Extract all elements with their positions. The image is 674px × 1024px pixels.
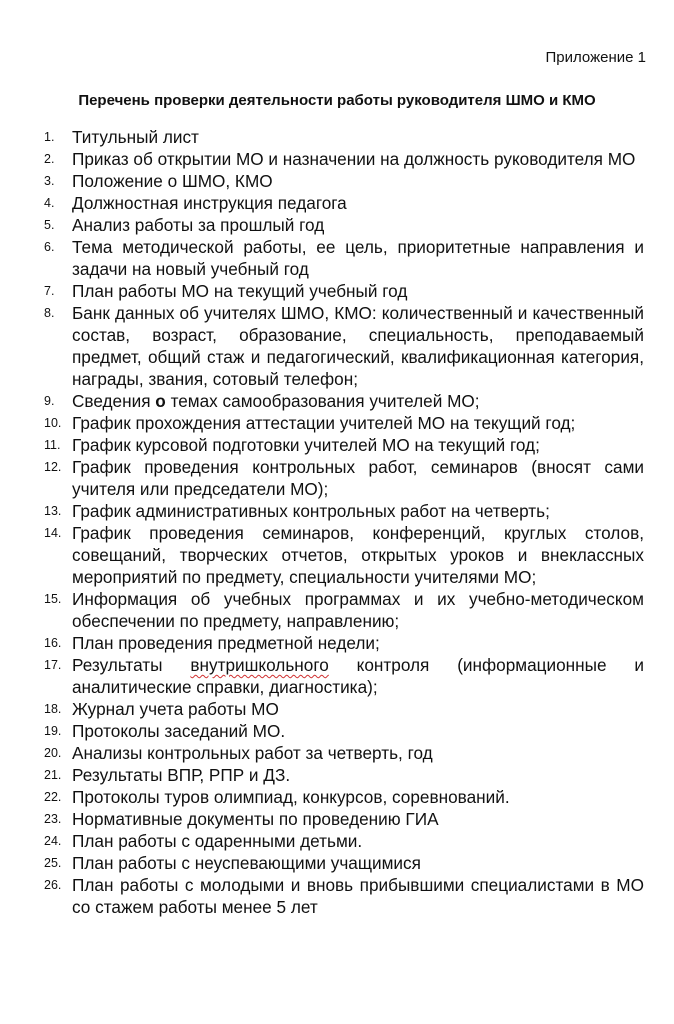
list-item (44, 764, 644, 786)
item-text: Приказ об открытии МО и назначении на должность руководителя МО (72, 149, 636, 169)
document-title: Перечень проверки деятельности работы руководителя ШМО и КМО (78, 92, 596, 109)
item-number: 24. (44, 834, 62, 848)
appendix-label: Приложение 1 (545, 49, 646, 66)
item-text (72, 390, 644, 412)
list-item (44, 456, 644, 500)
item-number: 14. (44, 526, 62, 540)
item-number: 2. (44, 152, 55, 166)
item-number: 11. (44, 438, 61, 452)
item-text: Результаты ВПР, РПР и ДЗ. (72, 765, 291, 785)
item-text-bold: о (155, 391, 166, 411)
item-number: 8. (44, 306, 55, 320)
item-text (72, 654, 644, 698)
item-text: График курсовой подготовки учителей МО на текущий год; (72, 435, 540, 455)
item-number: 22. (44, 790, 62, 804)
item-number: 17. (44, 658, 62, 672)
item-text: Положение о ШМО, КМО (72, 171, 273, 191)
item-number: 18. (44, 702, 62, 716)
item-number: 10. (44, 416, 62, 430)
list-item (44, 632, 644, 654)
list-item (44, 236, 644, 280)
item-number: 23. (44, 812, 62, 826)
item-text: План работы с молодыми и вновь прибывшими специалистами в МО со стажем работы менее 5 лет (72, 875, 644, 917)
item-number: 7. (44, 284, 55, 298)
item-text: План работы МО на текущий учебный год (72, 281, 408, 301)
item-text: План проведения предметной недели; (72, 633, 380, 653)
checklist (44, 126, 644, 918)
item-number: 15. (44, 592, 62, 606)
list-item (44, 412, 644, 434)
list-item (44, 522, 644, 588)
item-text-pre: Сведения (72, 391, 156, 411)
item-text: Протоколы заседаний МО. (72, 721, 286, 741)
list-item (44, 500, 644, 522)
list-item (44, 808, 644, 830)
item-number: 20. (44, 746, 62, 760)
item-text: Титульный лист (72, 127, 199, 147)
item-text: График проведения контрольных работ, семинаров (вносят сами учителя или председатели МО); (72, 457, 644, 499)
list-item (44, 698, 644, 720)
list-item (44, 148, 644, 170)
item-number: 16. (44, 636, 62, 650)
list-item (44, 588, 644, 632)
item-text: Тема методической работы, ее цель, приоритетные направления и задачи на новый учебный год (72, 237, 644, 279)
item-text: График прохождения аттестации учителей МО на текущий год; (72, 413, 576, 433)
list-item (44, 390, 644, 412)
item-number: 13. (44, 504, 62, 518)
item-text-post: контроля (информационные и аналитические справки, диагностика); (72, 655, 644, 697)
item-text: План работы с неуспевающими учащимися (72, 853, 421, 873)
item-text: Анализы контрольных работ за четверть, год (72, 743, 433, 763)
list-item (44, 434, 644, 456)
item-number: 4. (44, 196, 55, 210)
item-number: 26. (44, 878, 62, 892)
item-text: Нормативные документы по проведению ГИА (72, 809, 439, 829)
list-item (44, 280, 644, 302)
item-text: Журнал учета работы МО (72, 699, 279, 719)
item-number: 6. (44, 240, 55, 254)
list-item (44, 786, 644, 808)
list-item (44, 874, 644, 918)
item-text-pre: Результаты (72, 655, 191, 675)
item-text: Должностная инструкция педагога (72, 193, 347, 213)
item-text: План работы с одаренными детьми. (72, 831, 363, 851)
item-number: 3. (44, 174, 55, 188)
list-item (44, 302, 644, 390)
item-number: 5. (44, 218, 55, 232)
item-number: 1. (44, 130, 55, 144)
list-item (44, 654, 644, 698)
item-text: Анализ работы за прошлый год (72, 215, 325, 235)
item-number: 12. (44, 460, 62, 474)
list-item (44, 214, 644, 236)
item-text: Банк данных об учителях ШМО, КМО: количественный и качественный состав, возраст, образование, специальность, преподаваемый предмет, общий стаж и педагогический, квалификационная категория, награды, звания, сотовый телефон; (72, 303, 644, 389)
item-number: 21. (44, 768, 62, 782)
item-number: 9. (44, 394, 55, 408)
list-item (44, 852, 644, 874)
list-item (44, 742, 644, 764)
list-item (44, 192, 644, 214)
list-item (44, 126, 644, 148)
list-item (44, 170, 644, 192)
spellcheck-underlined-word: внутришкольного (190, 655, 329, 675)
list-item (44, 830, 644, 852)
item-text: График административных контрольных работ на четверть; (72, 501, 550, 521)
item-text: Протоколы туров олимпиад, конкурсов, соревнований. (72, 787, 510, 807)
item-text-post: темах самообразования учителей МО; (165, 391, 480, 411)
item-number: 19. (44, 724, 62, 738)
item-text: График проведения семинаров, конференций, круглых столов, совещаний, творческих отчетов, открытых уроков и внеклассных мероприятий по предмету, специальности учителями МО; (72, 523, 644, 587)
item-number: 25. (44, 856, 62, 870)
list-item (44, 720, 644, 742)
item-text: Информация об учебных программах и их учебно-методическом обеспечении по предмету, направлению; (72, 589, 644, 631)
